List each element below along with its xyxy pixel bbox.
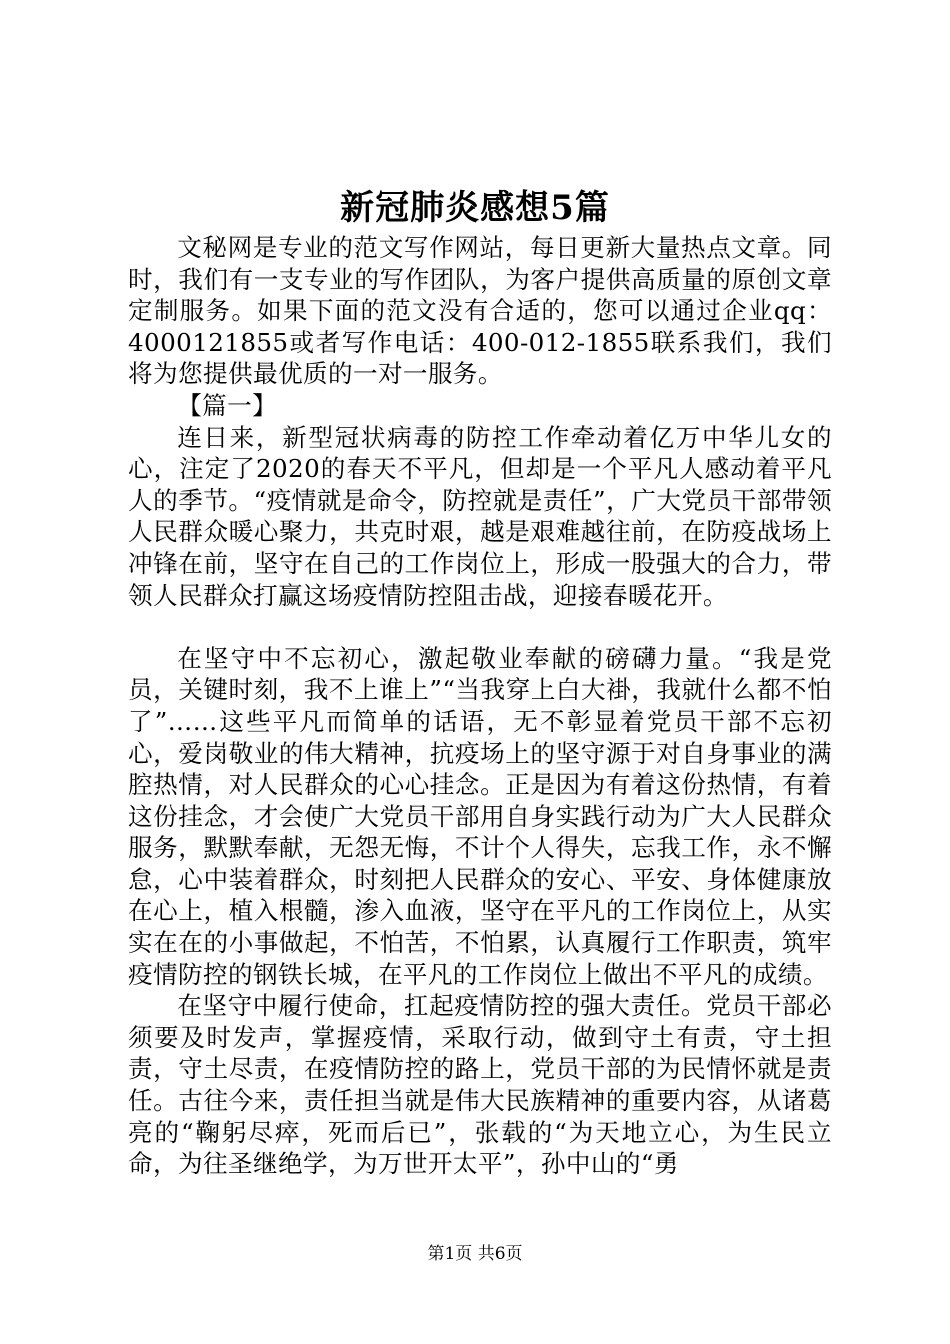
- document-title: 新冠肺炎感想5篇: [340, 188, 610, 228]
- page-footer: 第1页 共6页: [427, 1244, 523, 1264]
- body-paragraph: 连日来，新型冠状病毒的防控工作牵动着亿万中华儿女的心，注定了2020的春天不平凡，但却是一个平凡人感动着平凡人的季节。“疫情就是命令，防控就是责任”，广大党员干部带领人民群众暖心聚力，共克时艰，越是艰难越往前，在防疫战场上冲锋在前，坚守在自己的工作岗位上，形成一股强大的合力，带领人民群众打赢这场疫情防控阻击战，迎接春暖花开。: [128, 422, 832, 610]
- body-paragraph: 在坚守中不忘初心，激起敬业奉献的磅礴力量。“我是党员，关键时刻，我不上谁上”“当我穿上白大褂，我就什么都不怕了”……这些平凡而简单的话语，无不彰显着党员干部不忘初心，爱岗敬业的伟大精神，抗疫场上的坚守源于对自身事业的满腔热情，对人民群众的心心挂念。正是因为有着这份热情，有着这份挂念，才会使广大党员干部用自身实践行动为广大人民群众服务，默默奉献，无怨无悔，不计个人得失，忘我工作，永不懈怠，心中装着群众，时刻把人民群众的安心、平安、身体健康放在心上，植入根髓，渗入血液，坚守在平凡的工作岗位上，从实实在在的小事做起，不怕苦，不怕累，认真履行工作职责，筑牢疫情防控的钢铁长城，在平凡的工作岗位上做出不平凡的成绩。: [128, 643, 832, 989]
- section-heading: 【篇一】: [177, 390, 278, 420]
- document-body: [128, 232, 832, 1180]
- intro-paragraph: 文秘网是专业的范文写作网站，每日更新大量热点文章。同时，我们有一支专业的写作团队，为客户提供高质量的原创文章定制服务。如果下面的范文没有合适的，您可以通过企业qq：4000121855或者写作电话：400-012-1855联系我们，我们将为您提供最优质的一对一服务。: [128, 233, 832, 389]
- body-paragraph: 在坚守中履行使命，扛起疫情防控的强大责任。党员干部必须要及时发声，掌握疫情，采取行动，做到守土有责，守土担责，守土尽责，在疫情防控的路上，党员干部的为民情怀就是责任。古往今来，责任担当就是伟大民族精神的重要内容，从诸葛亮的“鞠躬尽瘁，死而后已”，张载的“为天地立心，为生民立命，为往圣继绝学，为万世开太平”，孙中山的“勇: [128, 991, 832, 1179]
